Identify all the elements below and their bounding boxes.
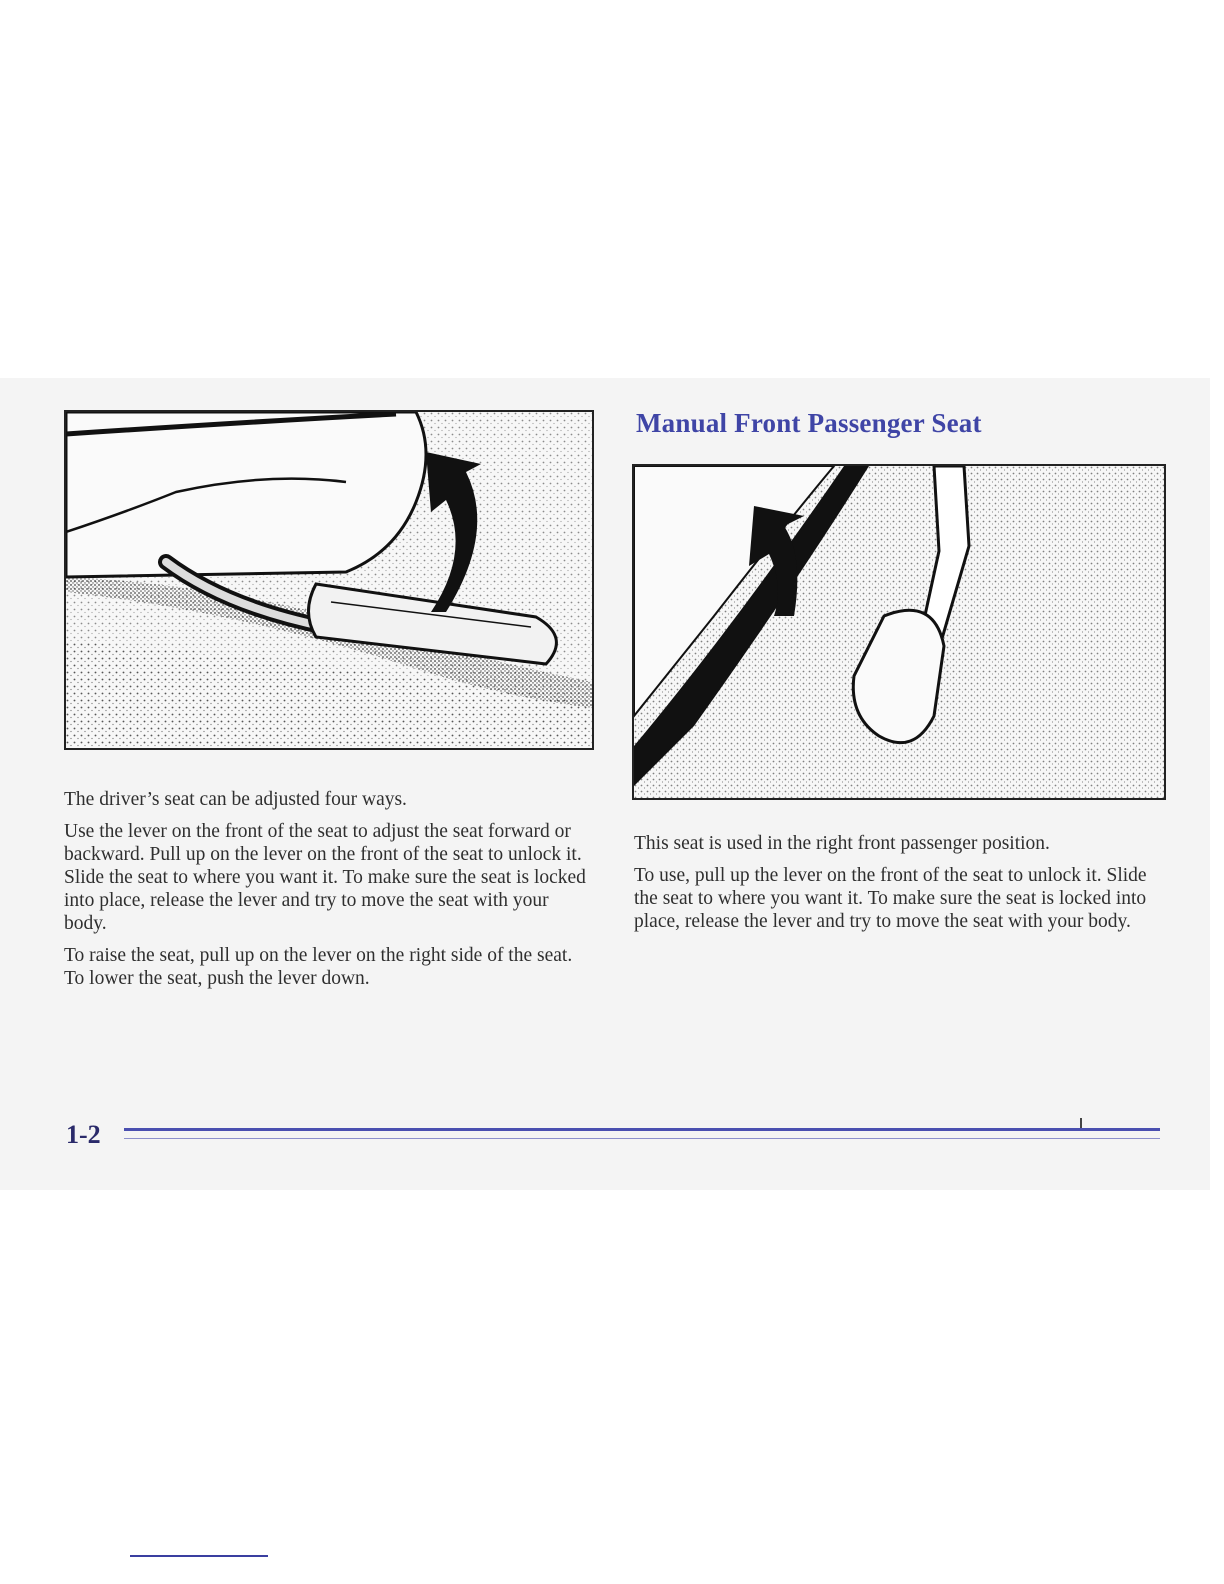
paragraph: The driver’s seat can be adjusted four ways. xyxy=(64,789,407,810)
paragraph: To use, pull up the lever on the front of the seat to unlock it. Slide the seat to where you want it. To make sure the seat is locked into place, release the lever and try to move the seat with your body. xyxy=(634,865,1147,932)
passenger-seat-lever-illustration xyxy=(632,464,1166,800)
footer-rule-thin xyxy=(124,1138,1160,1139)
footer-tick xyxy=(1080,1118,1082,1128)
paragraph: This seat is used in the right front passenger position. xyxy=(634,833,1050,854)
driver-seat-text xyxy=(64,788,594,999)
footer-rule xyxy=(124,1128,1160,1131)
paragraph: To raise the seat, pull up on the lever on the right side of the seat. To lower the seat, push the lever down. xyxy=(64,945,573,989)
page-number: 1-2 xyxy=(66,1120,101,1149)
bottom-underline xyxy=(130,1555,268,1557)
passenger-seat-text xyxy=(634,832,1154,942)
driver-seat-lever-illustration xyxy=(64,410,594,750)
paragraph: Use the lever on the front of the seat to adjust the seat forward or backward. Pull up on the lever on the front of the seat to unlock it. Slide the seat to where you want it. To make sure the seat is locked into place, release the lever and try to move the seat with your body. xyxy=(64,821,586,934)
section-heading: Manual Front Passenger Seat xyxy=(636,408,982,438)
